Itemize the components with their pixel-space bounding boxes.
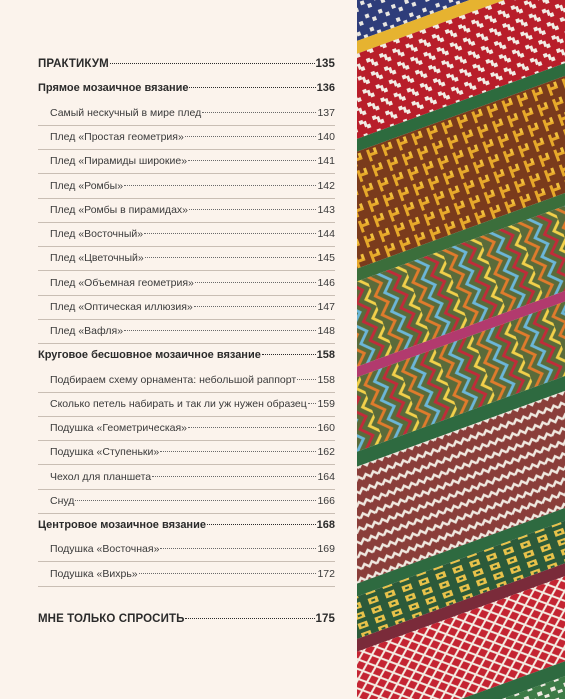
toc-page-number: 175	[315, 613, 335, 625]
toc-separator	[38, 416, 335, 417]
toc-entry-title: Плед «Ромбы в пирамидах»	[50, 204, 188, 216]
toc-dot-leader	[160, 451, 316, 452]
toc-entry-title: Плед «Объемная геометрия»	[50, 277, 194, 289]
toc-page-number: 140	[317, 131, 335, 143]
toc-entry-title: Плед «Цветочный»	[50, 252, 144, 264]
toc-separator	[38, 489, 335, 490]
toc-page-number: 148	[317, 325, 335, 337]
toc-chapter-entry	[38, 349, 335, 361]
toc-dot-leader	[195, 282, 317, 283]
toc-dot-leader	[144, 233, 316, 234]
toc-entry-title: Плед «Вафля»	[50, 325, 124, 337]
toc-separator	[38, 198, 335, 199]
toc-entry-title: Плед «Восточный»	[50, 228, 144, 240]
toc-page-number: 144	[317, 228, 335, 240]
toc-page-number: 143	[317, 204, 335, 216]
toc-dot-leader	[188, 160, 316, 161]
toc-page-number: 141	[317, 155, 335, 167]
toc-item-entry	[50, 252, 335, 264]
toc-separator	[38, 561, 335, 562]
toc-page-number: 162	[317, 446, 335, 458]
toc-entry-title: Самый нескучный в мире плед	[50, 107, 202, 119]
toc-separator	[38, 173, 335, 174]
toc-page-number: 158	[316, 349, 335, 361]
toc-entry-title: Плед «Пирамиды широкие»	[50, 155, 188, 167]
toc-separator	[38, 222, 335, 223]
toc-page-number: 145	[317, 252, 335, 264]
toc-entry-title: Плед «Ромбы»	[50, 180, 124, 192]
toc-entry-title: Прямое мозаичное вязание	[38, 82, 189, 94]
toc-dot-leader	[189, 87, 315, 88]
toc-page-number: 169	[317, 543, 335, 555]
toc-separator	[38, 586, 335, 587]
toc-dot-leader	[185, 136, 317, 137]
toc-page-number: 168	[316, 519, 335, 531]
toc-entry-title: Подбираем схему орнамента: небольшой раппорт	[50, 374, 297, 386]
toc-chapter-entry	[38, 82, 335, 94]
toc-item-entry	[50, 301, 335, 313]
toc-dot-leader	[110, 63, 315, 64]
toc-item-entry	[50, 325, 335, 337]
toc-page-number: 135	[315, 58, 335, 70]
toc-page-number: 158	[317, 374, 335, 386]
toc-item-entry	[50, 422, 335, 434]
toc-separator	[38, 513, 335, 514]
toc-dot-leader	[308, 403, 317, 404]
toc-page-number: 146	[317, 277, 335, 289]
toc-dot-leader	[188, 427, 316, 428]
toc-entry-title: ПРАКТИКУМ	[38, 58, 109, 70]
toc-entry-title: Чехол для планшета	[50, 471, 152, 483]
toc-item-entry	[50, 495, 335, 507]
toc-entry-title: Круговое бесшовное мозаичное вязание	[38, 349, 261, 361]
toc-entry-title: Плед «Простая геометрия»	[50, 131, 184, 143]
toc-page-number: 166	[317, 495, 335, 507]
toc-dot-leader	[185, 618, 314, 619]
toc-dot-leader	[145, 257, 317, 258]
toc-dot-leader	[124, 185, 316, 186]
toc-dot-leader	[75, 500, 316, 501]
toc-separator	[38, 343, 335, 344]
toc-dot-leader	[202, 112, 316, 113]
toc-dot-leader	[152, 476, 316, 477]
toc-item-entry	[50, 446, 335, 458]
toc-part-entry	[38, 613, 335, 625]
toc-entry-title: Снуд	[50, 495, 75, 507]
toc-separator	[38, 440, 335, 441]
toc-page-number: 137	[317, 107, 335, 119]
toc-item-entry	[50, 204, 335, 216]
toc-dot-leader	[160, 548, 316, 549]
toc-dot-leader	[189, 209, 316, 210]
toc-part-entry	[38, 58, 335, 70]
toc-separator	[38, 392, 335, 393]
toc-item-entry	[50, 374, 335, 386]
toc-dot-leader	[194, 306, 317, 307]
toc-separator	[38, 149, 335, 150]
toc-dot-leader	[139, 573, 317, 574]
toc-page-number: 142	[317, 180, 335, 192]
toc-entry-title: Подушка «Ступеньки»	[50, 446, 160, 458]
toc-page-number: 136	[316, 82, 335, 94]
knitted-mosaic-blanket-photo	[357, 0, 565, 699]
toc-entry-title: Плед «Оптическая иллюзия»	[50, 301, 193, 313]
toc-entry-title: Сколько петель набирать и так ли уж нужен образец	[50, 398, 307, 410]
toc-separator	[38, 246, 335, 247]
toc-page-number: 172	[317, 568, 335, 580]
toc-separator	[38, 270, 335, 271]
toc-item-entry	[50, 398, 335, 410]
toc-item-entry	[50, 228, 335, 240]
toc-item-entry	[50, 568, 335, 580]
toc-entry-title: Подушка «Восточная»	[50, 543, 160, 555]
toc-page-number: 164	[317, 471, 335, 483]
toc-item-entry	[50, 180, 335, 192]
toc-dot-leader	[297, 379, 316, 380]
toc-dot-leader	[262, 354, 316, 355]
toc-entry-title: Центровое мозаичное вязание	[38, 519, 206, 531]
toc-item-entry	[50, 155, 335, 167]
toc-page-number: 147	[317, 301, 335, 313]
toc-chapter-entry	[38, 519, 335, 531]
toc-item-entry	[50, 277, 335, 289]
toc-separator	[38, 125, 335, 126]
toc-separator	[38, 319, 335, 320]
toc-separator	[38, 295, 335, 296]
toc-item-entry	[50, 107, 335, 119]
toc-page-number: 160	[317, 422, 335, 434]
toc-item-entry	[50, 131, 335, 143]
toc-item-entry	[50, 471, 335, 483]
toc-dot-leader	[207, 524, 316, 525]
toc-dot-leader	[124, 330, 316, 331]
toc-page-number: 159	[317, 398, 335, 410]
toc-separator	[38, 464, 335, 465]
toc-entry-title: МНЕ ТОЛЬКО СПРОСИТЬ	[38, 613, 185, 625]
toc-entry-title: Подушка «Вихрь»	[50, 568, 138, 580]
toc-item-entry	[50, 543, 335, 555]
toc-entry-title: Подушка «Геометрическая»	[50, 422, 188, 434]
